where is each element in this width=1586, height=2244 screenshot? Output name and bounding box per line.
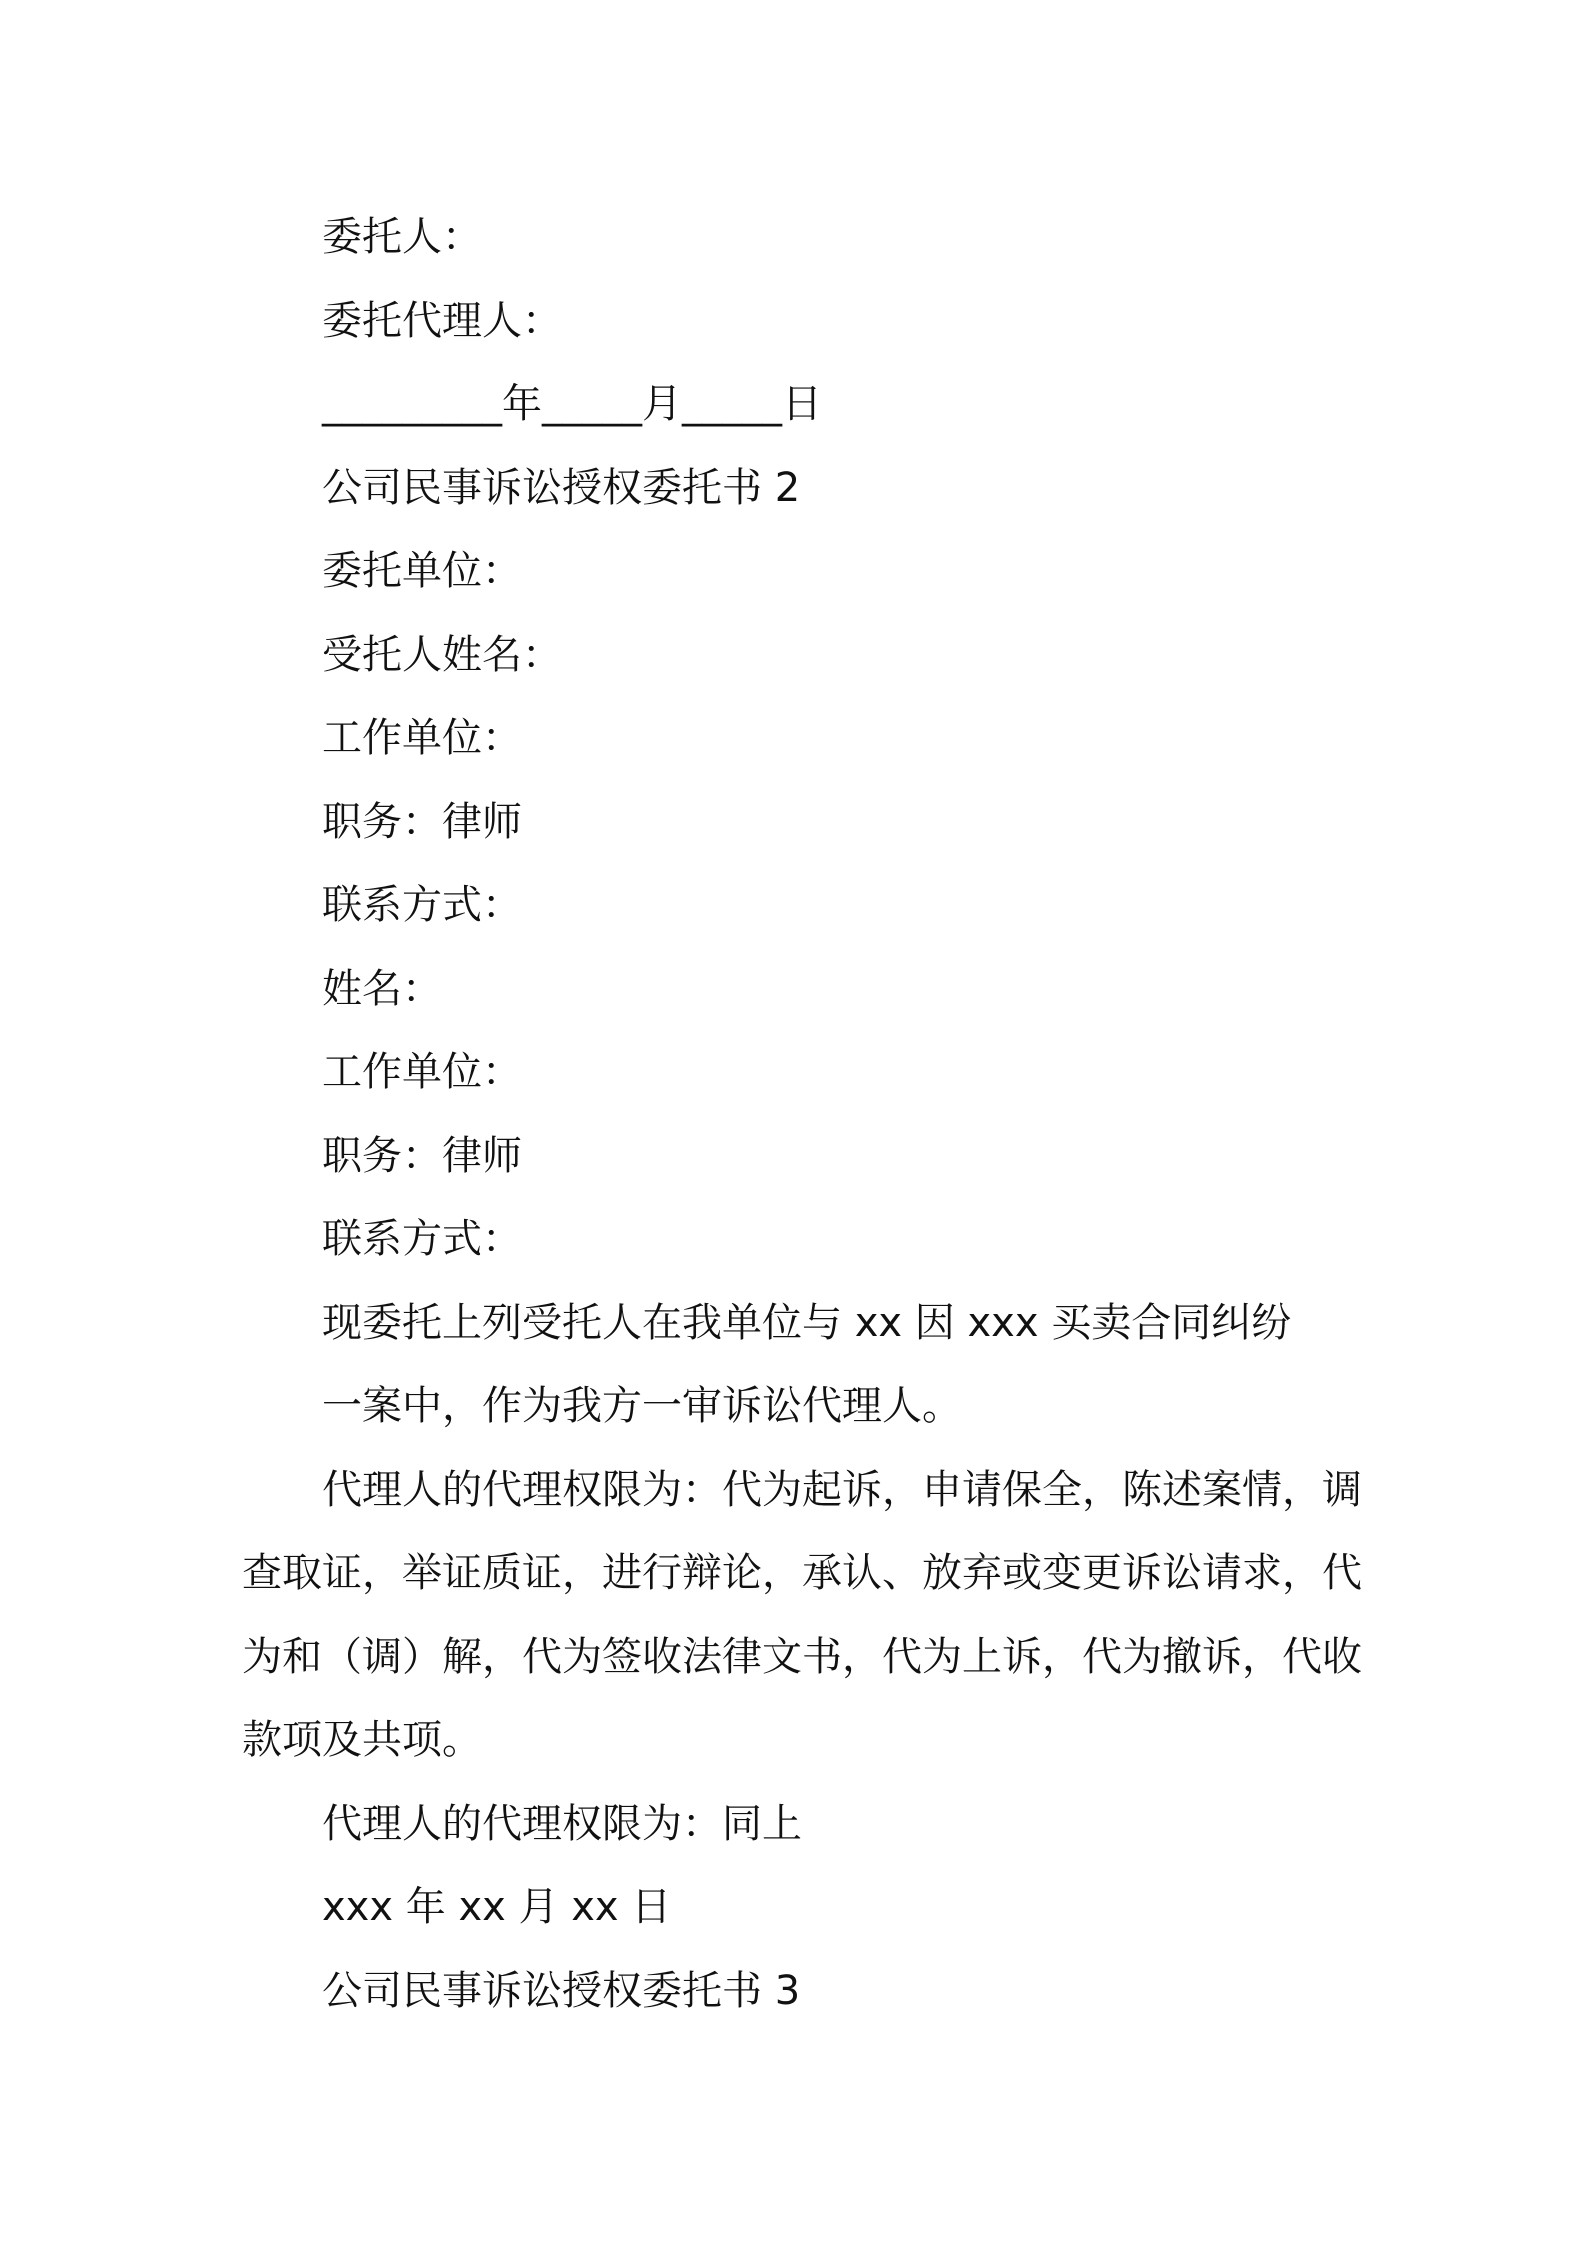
text-line: 受托人姓名：	[322, 631, 562, 678]
text-line: 姓名：	[322, 965, 442, 1012]
text-line: 职务：律师	[322, 1132, 522, 1179]
text-line: 一案中，作为我方一审诉讼代理人。	[322, 1383, 962, 1429]
text-line: 职务：律师	[322, 798, 522, 845]
text-line: 工作单位：	[322, 1049, 522, 1095]
section-title: 公司民事诉讼授权委托书 3	[322, 1967, 801, 2014]
authority-paragraph: 代理人的代理权限为：代为起诉，申请保全，陈述案情，调查取证，举证质证，进行辩论，承认、放弃或变更诉讼请求，代为和（调）解，代为签收法律文书，代为上诉，代为撤诉，代收款项及共项。	[242, 1466, 1362, 1763]
text-line: 联系方式：	[322, 882, 522, 928]
text-line: 代理人的代理权限为：同上	[322, 1800, 802, 1847]
text-line: 现委托上列受托人在我单位与 xx 因 xxx 买卖合同纠纷	[322, 1299, 1292, 1346]
text-line: 委托代理人：	[322, 297, 562, 344]
text-line: 委托人：	[322, 214, 482, 260]
text-line: 委托单位：	[322, 548, 522, 594]
section-title: 公司民事诉讼授权委托书 2	[322, 464, 801, 511]
date-line: xxx 年 xx 月 xx 日	[322, 1884, 672, 1930]
document-body	[242, 196, 1362, 2033]
text-line: 联系方式：	[322, 1216, 522, 1262]
text-line: _________年_____月_____日	[322, 381, 822, 427]
text-line: 工作单位：	[322, 715, 522, 761]
